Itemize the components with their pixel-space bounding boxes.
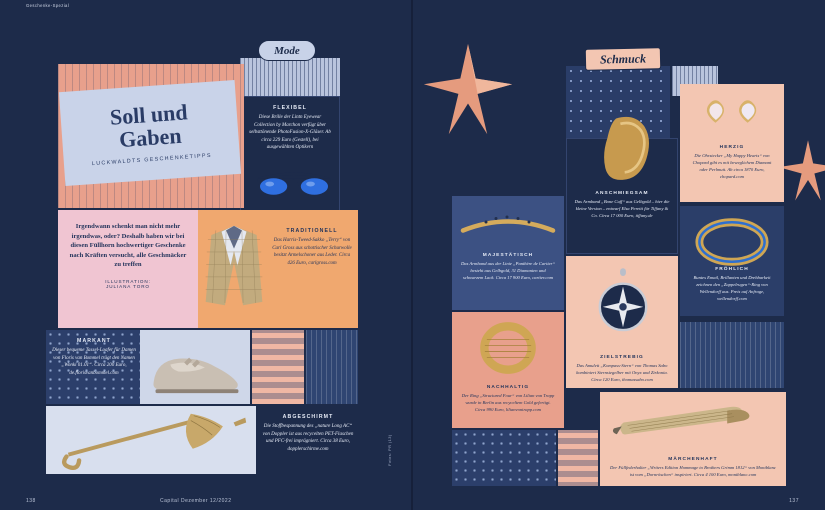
hero-title-line1: Soll und [109, 99, 189, 130]
body-markant: Dieser bequeme Tassel-Loafer für Damen von Floris van Bommel trägt den Namen „Wonki 01.01“. Circa 200 Euro, de.florisvanbommel.com [52, 348, 136, 376]
caption-anschmiegsam [568, 186, 676, 225]
decor-gift-peach [558, 430, 598, 486]
hero-title-line2: Gaben [118, 122, 183, 153]
folio-center: Capital Dezember 12/2022 [160, 498, 232, 504]
folio-left: 138 [26, 498, 36, 504]
umbrella-illustration [46, 406, 256, 474]
card-flexibel [240, 96, 340, 228]
star-large-left [420, 42, 516, 138]
caption-majestaetisch [454, 248, 562, 287]
panthere-bracelet-illustration [458, 206, 558, 246]
page-gutter [411, 0, 413, 510]
body-majestaetisch: Das Armband aus der Linie „Panthère de Cartier“ besteht aus Gelbgold, 31 Diamanten und schwarzem Lack. Circa 17 900 Euro, cartier.com [460, 261, 556, 280]
label-anschmiegsam: ANSCHMIEGSAM [595, 191, 649, 196]
decor-gift-stripe [680, 322, 784, 388]
decor-peach-dash [252, 330, 304, 404]
earrings-illustration [686, 92, 778, 136]
section-badge-mode: Mode [258, 40, 316, 61]
decor-blue-stripe [306, 330, 358, 404]
intro-credit-label: ILLUSTRATION: [105, 278, 151, 284]
caption-nachhaltig [454, 380, 562, 419]
decor-gift-dots [452, 430, 556, 486]
label-majestaetisch: MAJESTÄTISCH [482, 253, 534, 258]
label-flexibel: FLEXIBEL [273, 105, 307, 111]
compass-amulet-illustration [594, 264, 652, 344]
caption-maerchenhaft [604, 452, 782, 484]
label-froehlich: FRÖHLICH [715, 267, 749, 272]
body-traditionell: Das Harris-Tweed-Sakko „Terry“ von Carl Gross aus schottischer Schurwolle besitzt Armelschoner aus Leder. Circa 426 Euro, carlgross.com [272, 238, 352, 266]
body-froehlich: Buntes Email, Brillanten und Drehbarkeit zeichnen den „Zappelrugen“-Ring von Wellendorff aus. Preis auf Anfrage, wellendorff.com [693, 275, 771, 301]
label-abgeschirmt: ABGESCHIRMT [282, 414, 334, 420]
caption-zielstrebig [568, 350, 676, 389]
folio-right: 137 [789, 498, 799, 504]
section-badge-schmuck: Schmuck [585, 47, 661, 71]
hero-title-card [59, 80, 241, 186]
caption-abgeschirmt [262, 414, 354, 453]
photo-credit: Fotos: PR (13) [387, 434, 392, 466]
caption-traditionell [272, 228, 352, 267]
label-nachhaltig: NACHHALTIG [486, 385, 530, 390]
intro-panel [58, 210, 198, 328]
body-herzig: Die Ohrstecker „My Happy Hearts“ von Chopard gibt es mit beweglichem Diamant oder Perlmutt. Ab circa 1870 Euro, chopard.com [692, 153, 772, 179]
structured-four-ring-illustration [476, 320, 540, 376]
caption-herzig [684, 140, 780, 186]
body-zielstrebig: Das Amulett „Kompass-Stern“ von Thomas Sabo kombiniert Sternsiegelber mit Onyx und Zirkonia. Circa 120 Euro, thomassabo.com [576, 363, 668, 382]
body-flexibel: Diese Brille der Lintn Eyewear Collection by Marchon verfügt über selbsttönende PhotoFusion-X-Gläser. Ab circa 229 Euro (Gestell), bei ausgewählten Optikern [249, 115, 331, 150]
hero-subtitle: LUCKWALDTS GESCHENKETIPPS [91, 152, 212, 168]
body-anschmiegsam: Das Armband „Bone Cuff“ aus Gelbgold – hier die kleine Version – entwarf Elsa Peretti für Tiffany & Co. Circa 17 000 Euro, tiffany.de [574, 199, 670, 218]
suit-illustration [200, 216, 268, 314]
running-head: Geschenke-Spezial [26, 3, 70, 8]
label-maerchenhaft: MÄRCHENHAFT [668, 457, 718, 462]
label-herzig: HERZIG [719, 145, 745, 150]
shoe-panel [140, 330, 250, 404]
sunglasses-illustration [255, 168, 333, 202]
umbrella-panel [46, 406, 256, 474]
body-nachhaltig: Der Ring „Structured Four“ von Lilian von Trapp wurde in Berlin aus recyceltem Gold gefertigt. Circa 990 Euro, lilianvontrapp.com [461, 393, 555, 412]
loafer-illustration [140, 330, 250, 404]
intro-credit-name: JULIANA TORO [106, 283, 150, 289]
label-traditionell: TRADITIONELL [286, 228, 338, 234]
fountain-pen-illustration [610, 398, 776, 446]
label-markant: MARKANT [77, 338, 111, 344]
intro-text: Irgendwann schenkt man nicht mehr irgendwas, oder? Deshalb haben wir bei diesen Füllhorn hochwertiger Geschenke nach Kräften versucht, alle Geschmäcker zu treffen [69, 223, 187, 269]
label-zielstrebig: ZIELSTREBIG [600, 355, 644, 360]
decor-stripe-top [240, 58, 340, 98]
body-maerchenhaft: Der Füllfederhalter „Writers Edition Hommage to Brothers Grimm 1812“ von Montblanc ist vom „Dornröschen“ inspiriert. Circa 4 100 Euro, montblanc.com [610, 465, 776, 477]
caption-markant [52, 338, 136, 377]
bone-cuff-illustration [596, 112, 662, 182]
body-abgeschirmt: Die Stoffbespannung des „nature Long AC“ von Doppler ist aus recycelten PET-Flaschen und PFC-frei imprägniert. Circa 38 Euro, dopplerschirme.com [262, 424, 354, 452]
caption-froehlich [682, 262, 782, 308]
